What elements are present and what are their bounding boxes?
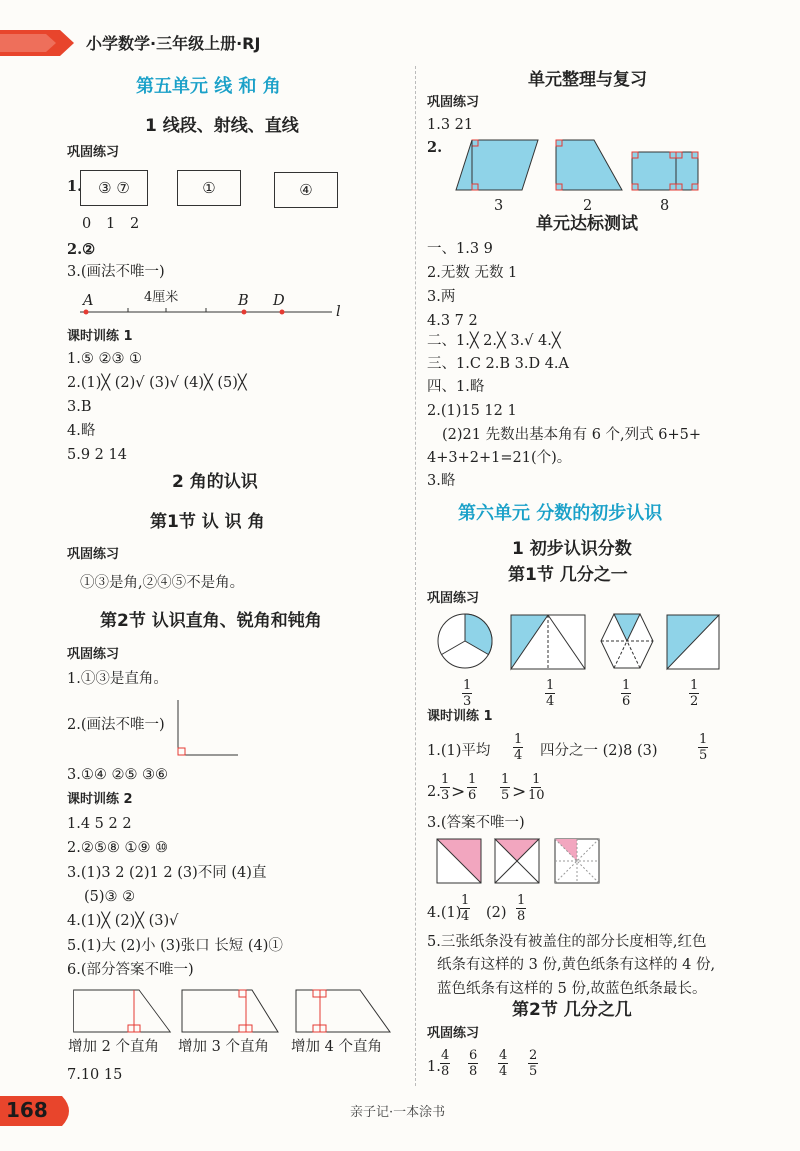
unit6-lesson2-title: 第2节 几分之几 [512,1000,632,1020]
u6-k1-fraction-2: 1 5 [699,732,708,763]
trapezoid-shape [554,138,624,192]
a7-answer: 四、1.略 [427,379,485,395]
a6-answer: 三、1.C 2.B 3.D 4.A [427,356,570,372]
shape-count-3: 8 [660,198,670,214]
last-fraction-4: 2 5 [529,1048,538,1079]
unit6-title: 第六单元 分数的初步认识 [458,503,663,524]
circle-fraction [436,612,494,670]
practice-label-3: 巩固练习 [67,647,120,662]
u6-practice-label-2: 巩固练习 [427,1026,480,1041]
shaded-square-2 [494,838,540,884]
unit5-title: 第五单元 线 和 角 [136,76,281,97]
square-fraction [510,614,586,670]
fraction-1-3: 1 3 [463,678,472,709]
k5-answer: 5.9 2 14 [67,447,127,463]
g3-answer: 3.①④ ②⑤ ③⑥ [67,767,169,783]
q3-answer: 3.(画法不唯一) [67,264,165,280]
line-label-l: l [336,304,341,320]
line-label-a: A [83,293,94,309]
t6-answer: 6.(部分答案不唯一) [67,962,194,978]
a2-answer: 2.无数 无数 1 [427,265,518,281]
training-label-2: 课时训练 2 [67,792,133,807]
square-half-fraction [666,614,720,670]
q1-num-0: 0 [82,216,92,232]
trapezoid-caption-3: 增加 4 个直角 [291,1039,382,1055]
u6-k2-fraction-4: 1 10 [528,772,545,803]
u6-k2-fraction-1: 1 3 [441,772,450,803]
a11-answer: 3.略 [427,473,456,489]
line-diagram [80,300,340,320]
answer-box-3: ④ [274,172,338,208]
u6-training-label: 课时训练 1 [427,709,493,724]
u6-k2-gt-2: > [512,782,527,802]
g2-answer: 2.(画法不唯一) [67,717,165,733]
t2-answer: 2.②⑤⑧ ①⑨ ⑩ [67,840,169,856]
u6-k2-number: 2. [427,784,441,800]
line-label-length: 4厘米 [144,290,179,305]
a4-answer: 4.3 7 2 [427,313,478,329]
u6-k1-fraction-1: 1 4 [514,732,523,763]
a8-answer: 2.(1)15 12 1 [427,403,517,419]
parallelogram-shape [456,138,540,192]
u6-k1-text-2: 四分之一 (2)8 (3) [540,743,658,759]
k3-answer: 3.B [67,399,92,415]
k1-answer: 1.⑤ ②③ ① [67,351,143,367]
a3-answer: 3.两 [427,289,456,305]
q1-num-1: 1 [106,216,116,232]
u6-k4-fraction-2: 1 8 [517,893,526,924]
answer-box-1: ③ ⑦ [80,170,148,206]
trapezoid-caption-1: 增加 2 个直角 [68,1039,159,1055]
u6-k5-line2: 纸条有这样的 3 份,黄色纸条有这样的 4 份, [437,957,716,973]
shaded-square-1 [436,838,482,884]
lesson2-title: 第2节 认识直角、锐角和钝角 [100,611,322,631]
trapezoid-1 [72,988,172,1034]
right-angle-drawing [172,700,242,760]
u6-k4-number: 4.(1) [427,905,462,921]
shaded-square-3 [554,838,600,884]
u6-k5-line1: 5.三张纸条没有被盖住的部分长度相等,红色 [427,934,707,950]
practice-label-2: 巩固练习 [67,547,120,562]
u6-k2-fraction-3: 1 5 [501,772,510,803]
trapezoid-3 [294,988,394,1034]
u6-practice-label: 巩固练习 [427,591,480,606]
shape-count-2: 2 [583,198,593,214]
unit6-section1-title: 1 初步认识分数 [512,539,632,559]
u6-last-number: 1. [427,1059,441,1075]
fraction-1-4: 1 4 [546,678,555,709]
shape-count-1: 3 [494,198,504,214]
fraction-1-6: 1 6 [622,678,631,709]
r1-answer: 1.3 21 [427,117,474,133]
trapezoid-2 [180,988,280,1034]
t3b-answer: (5)③ ② [84,889,136,905]
a10-answer: 4+3+2+1=21(个)。 [427,450,572,466]
last-fraction-1: 4 8 [441,1048,450,1079]
rectangle-shape [630,150,700,192]
line-label-d: D [273,293,285,309]
r-practice-label: 巩固练习 [427,95,480,110]
last-fraction-3: 4 4 [499,1048,508,1079]
lesson1-title: 第1节 认 识 角 [150,512,265,532]
k4-answer: 4.略 [67,423,96,439]
u6-k2-gt-1: > [451,782,466,802]
t4-answer: 4.(1)╳ (2)╳ (3)√ [67,913,179,929]
u6-k1-text: 1.(1)平均 [427,743,491,759]
hexagon-fraction [600,612,654,670]
t1-answer: 1.4 5 2 2 [67,816,132,832]
header-ribbon [0,30,80,56]
u6-k4-fraction-1: 1 4 [461,893,470,924]
g1-answer: 1.①③是直角。 [67,671,168,687]
line-label-b: B [238,293,249,309]
q1-number: 1. [67,178,83,195]
fraction-1-2: 1 2 [690,678,699,709]
footer-text: 亲子记·一本涂书 [350,1105,446,1120]
q2-answer: 2.② [67,241,96,258]
last-fraction-2: 6 8 [469,1048,478,1079]
section1-title: 1 线段、射线、直线 [145,116,299,136]
test-title: 单元达标测试 [536,214,638,234]
u6-k4-text-2: (2) [486,905,507,921]
a5-answer: 二、1.╳ 2.╳ 3.√ 4.╳ [427,333,561,349]
unit6-lesson1-title: 第1节 几分之一 [508,565,628,585]
training-label-1: 课时训练 1 [67,329,133,344]
t7-answer: 7.10 15 [67,1067,123,1083]
lesson1-answer: ①③是角,②④⑤不是角。 [80,575,245,591]
k2-answer: 2.(1)╳ (2)√ (3)√ (4)╳ (5)╳ [67,375,247,391]
u6-k3-answer: 3.(答案不唯一) [427,815,525,831]
answer-box-2: ① [177,170,241,206]
trapezoid-caption-2: 增加 3 个直角 [178,1039,269,1055]
a1-answer: 一、1.3 9 [427,241,493,257]
q1-num-2: 2 [130,216,140,232]
section2-title: 2 角的认识 [172,472,258,492]
column-divider [415,66,416,1086]
page-number: 168 [6,1098,48,1122]
t5-answer: 5.(1)大 (2)小 (3)张口 长短 (4)① [67,938,283,954]
review-title: 单元整理与复习 [528,70,647,90]
header-title: 小学数学·三年级上册·RJ [86,34,261,53]
u6-k5-line3: 蓝色纸条有这样的 5 份,故蓝色纸条最长。 [437,981,707,997]
practice-label-1: 巩固练习 [67,145,120,160]
r2-number: 2. [427,139,443,156]
u6-k2-fraction-2: 1 6 [468,772,477,803]
a9-answer: (2)21 先数出基本角有 6 个,列式 6+5+ [442,427,702,443]
t3a-answer: 3.(1)3 2 (2)1 2 (3)不同 (4)直 [67,865,267,881]
